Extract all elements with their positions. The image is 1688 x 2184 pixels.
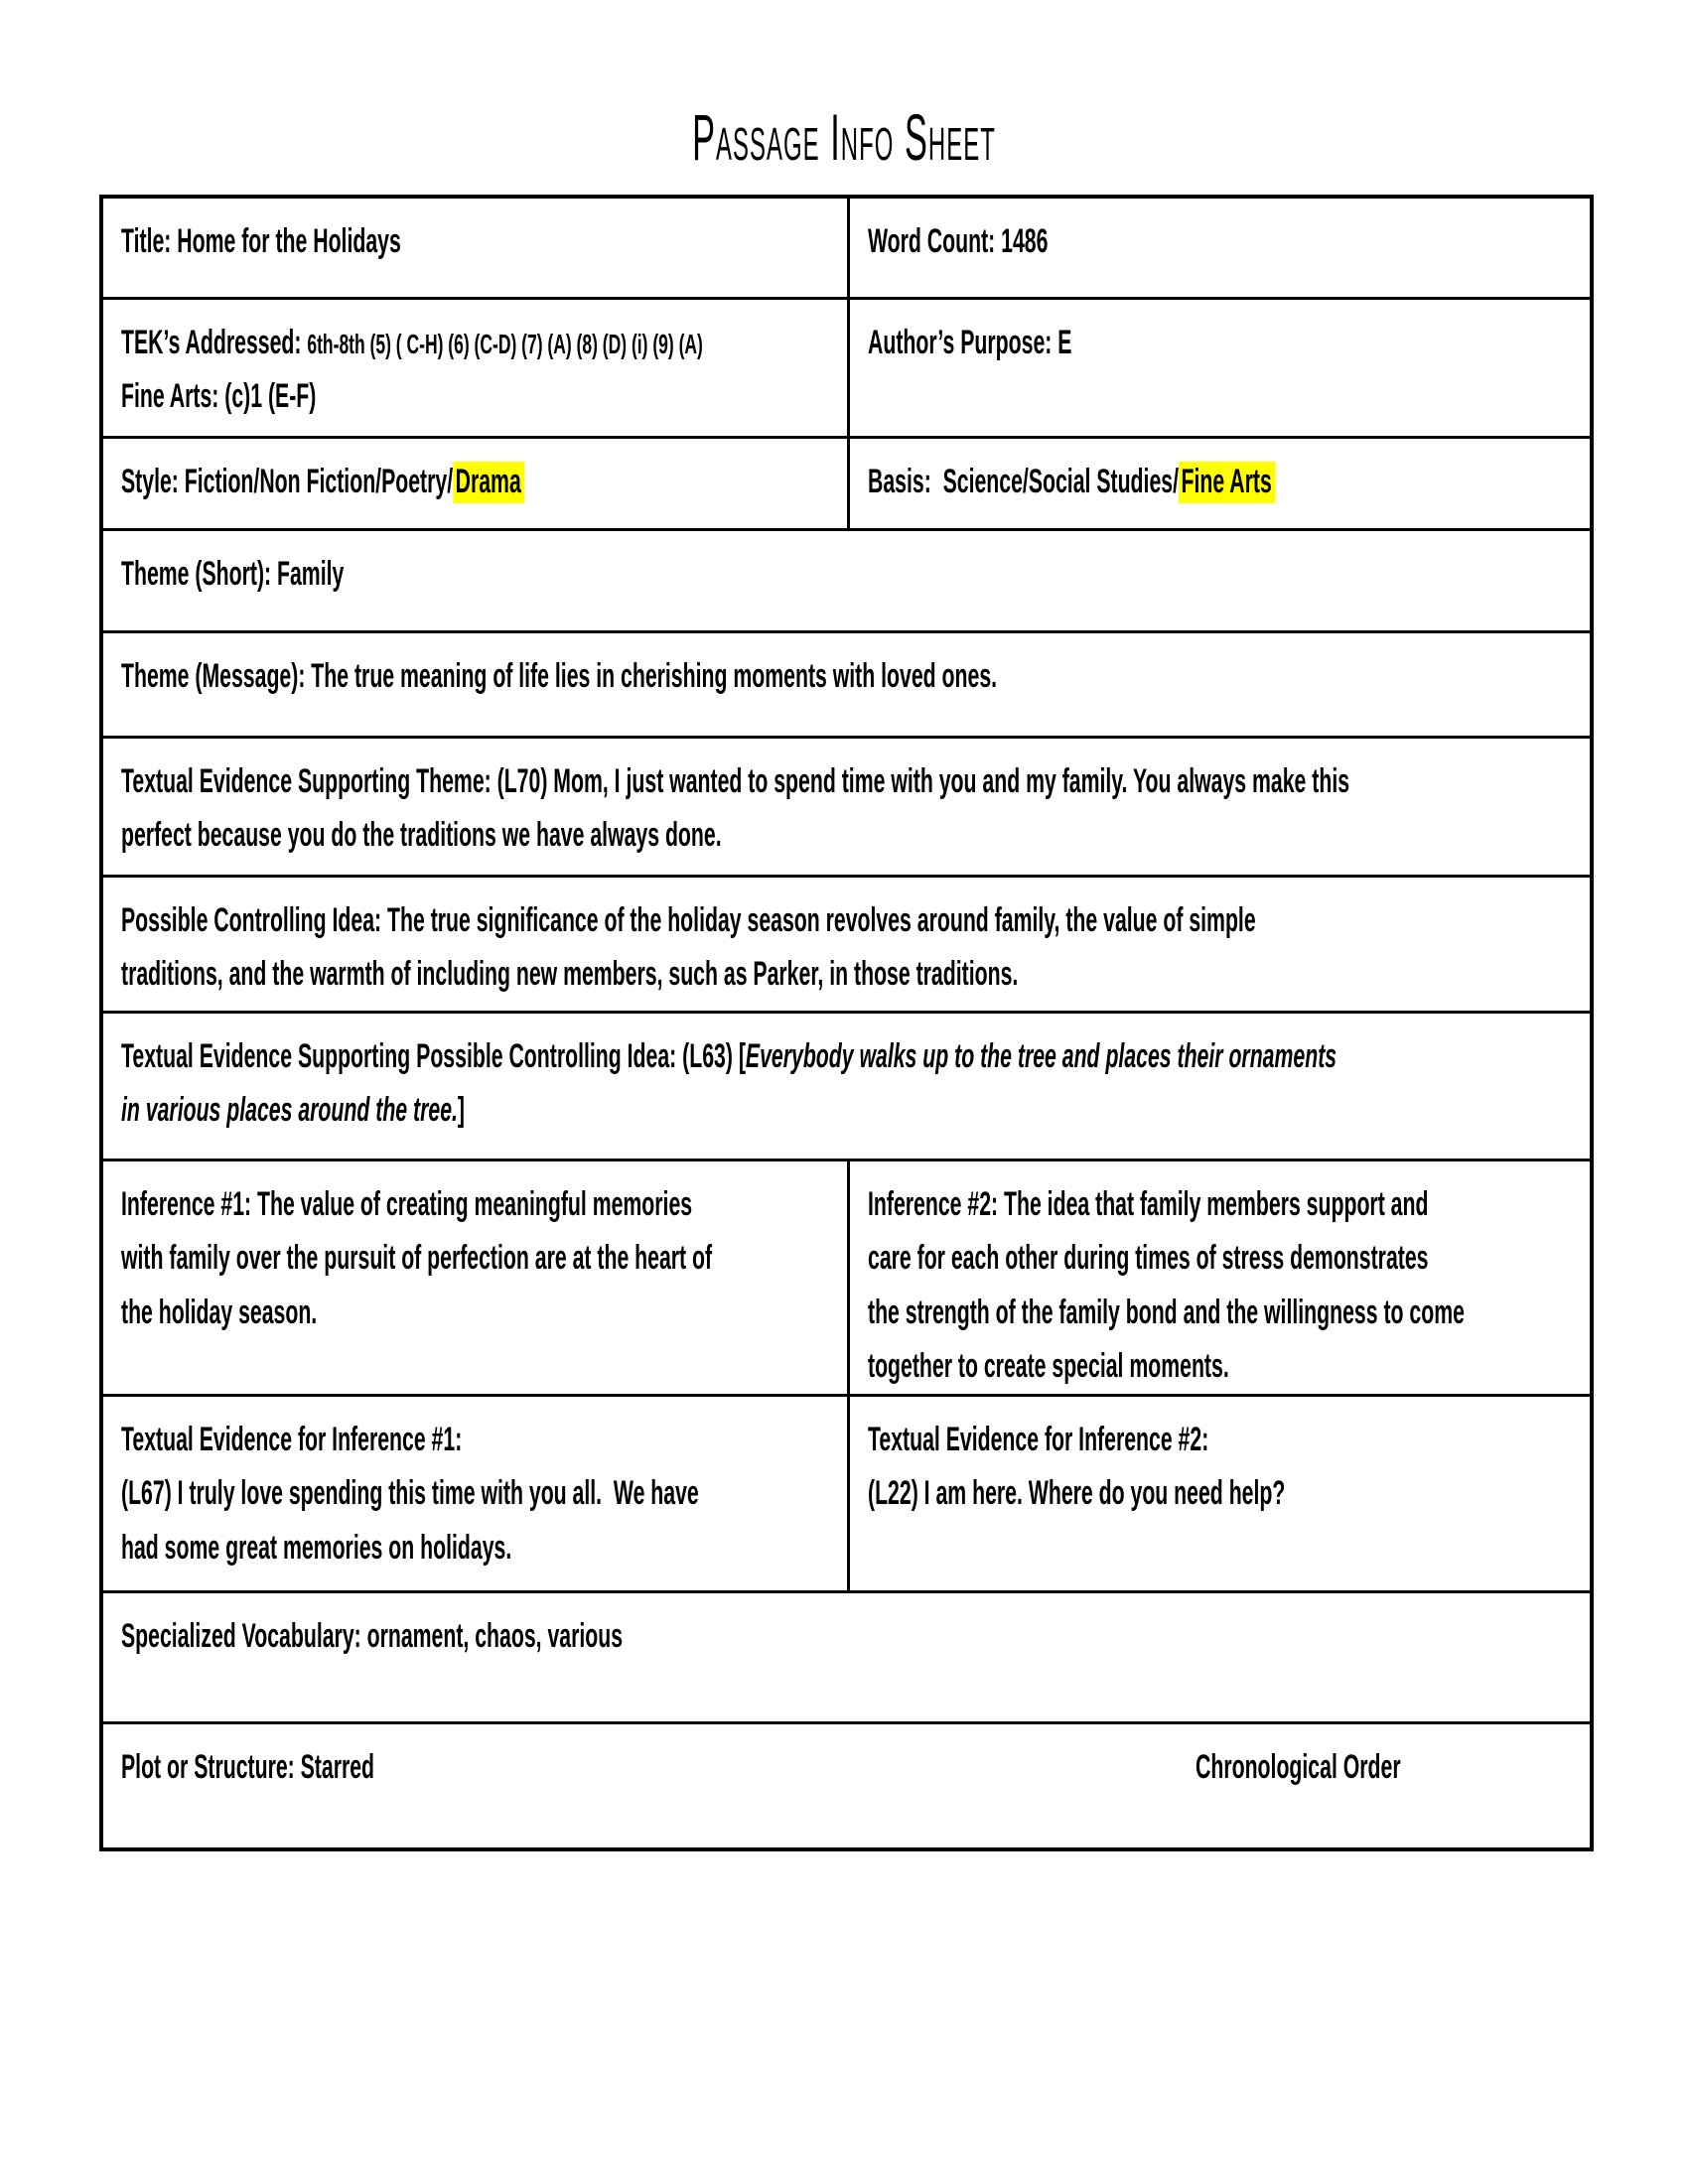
row-plot-structure (103, 1721, 1590, 1847)
plot-structure-cell (103, 1724, 1590, 1847)
evidence-ci-prefix: Textual Evidence Supporting Possible Controlling Idea: (L63) [ (121, 1037, 746, 1075)
evidence-controlling-idea-cell (103, 1014, 1590, 1159)
teks-codes: 6th-8th (5) ( C-H) (6) (C-D) (7) (A) (8) (D) (i) (9) (A) (307, 329, 703, 359)
evidence-ci-suffix: ] (457, 1091, 466, 1130)
title-cell (103, 199, 847, 297)
row-title-wordcount (103, 199, 1590, 297)
basis-prefix: Basis: Science/Social Studies/ (867, 463, 1179, 500)
passage-info-sheet-table (99, 195, 1594, 1851)
passage-title-text: Title: Home for the Holidays (121, 222, 401, 260)
page-title: Passage Info Sheet (692, 100, 996, 174)
evidence-theme-line1: Textual Evidence Supporting Theme: (L70) Mom, I just wanted to spend time with you and my family. You always make this (121, 762, 1350, 800)
plot-structure-text: Plot or Structure: Starred (121, 1748, 375, 1786)
basis-highlighted-fine-arts: Fine Arts (1178, 462, 1275, 503)
row-style-basis (103, 436, 1590, 528)
row-theme-short (103, 528, 1590, 630)
evidence-ci-italic-line2: in various places around the tree. (121, 1091, 458, 1130)
style-cell (103, 439, 847, 528)
theme-short-cell (103, 531, 1590, 630)
inference1-line2: with family over the pursuit of perfection are at the heart of (121, 1239, 713, 1278)
inference2-cell (847, 1161, 1591, 1394)
teks-fine-arts-line: Fine Arts: (c)1 (E-F) (121, 377, 317, 416)
basis-cell (847, 439, 1591, 528)
teks-label: TEK’s Addressed: (121, 324, 302, 361)
evidence-theme-cell (103, 739, 1590, 875)
evidence-inference1-cell (103, 1397, 847, 1590)
inference1-line1: Inference #1: The value of creating meaningful memories (121, 1185, 693, 1223)
row-inferences (103, 1159, 1590, 1394)
row-evidence-inferences (103, 1394, 1590, 1590)
controlling-idea-line2: traditions, and the warmth of including new members, such as Parker, in those traditions. (121, 955, 1019, 994)
inference2-line1: Inference #2: The idea that family members support and (867, 1185, 1428, 1223)
theme-message-text: Theme (Message): The true meaning of life lies in cherishing moments with loved ones. (121, 657, 998, 695)
theme-short-text: Theme (Short): Family (121, 555, 345, 593)
specialized-vocabulary-text: Specialized Vocabulary: ornament, chaos, various (121, 1617, 624, 1655)
word-count-text: Word Count: 1486 (867, 222, 1048, 260)
inference1-line3: the holiday season. (121, 1293, 318, 1331)
evidence-inference2-cell (847, 1397, 1591, 1590)
evidence-ci-italic-line1: Everybody walks up to the tree and places their ornaments (745, 1037, 1337, 1075)
authors-purpose-cell (847, 300, 1591, 436)
inference1-cell (103, 1161, 847, 1394)
row-specialized-vocabulary (103, 1590, 1590, 1721)
row-theme-message (103, 630, 1590, 736)
style-prefix: Style: Fiction/Non Fiction/Poetry/ (121, 463, 454, 500)
controlling-idea-cell (103, 878, 1590, 1011)
controlling-idea-line1: Possible Controlling Idea: The true significance of the holiday season revolves around family, the value of simple (121, 901, 1256, 939)
evidence-inf1-header: Textual Evidence for Inference #1: (121, 1421, 463, 1458)
theme-message-cell (103, 633, 1590, 736)
row-teks-purpose (103, 297, 1590, 436)
evidence-inf1-line2: had some great memories on holidays. (121, 1528, 512, 1567)
teks-cell (103, 300, 847, 436)
evidence-inf1-line1: (L67) I truly love spending this time with you all. We have (121, 1474, 699, 1513)
row-evidence-theme (103, 736, 1590, 875)
specialized-vocabulary-cell (103, 1593, 1590, 1721)
row-controlling-idea (103, 875, 1590, 1011)
evidence-inf2-line1: (L22) I am here. Where do you need help? (867, 1474, 1285, 1513)
evidence-theme-line2: perfect because you do the traditions we have always done. (121, 816, 722, 855)
inference2-line4: together to create special moments. (867, 1347, 1229, 1386)
structure-type-text: Chronological Order (1196, 1748, 1401, 1786)
inference2-line2: care for each other during times of stress demonstrates (867, 1239, 1428, 1278)
row-evidence-controlling-idea (103, 1011, 1590, 1159)
evidence-inf2-header: Textual Evidence for Inference #2: (867, 1421, 1208, 1458)
inference2-line3: the strength of the family bond and the willingness to come (867, 1293, 1465, 1331)
style-highlighted-drama: Drama (453, 462, 524, 503)
authors-purpose-text: Author’s Purpose: E (867, 324, 1071, 361)
word-count-cell (847, 199, 1591, 297)
